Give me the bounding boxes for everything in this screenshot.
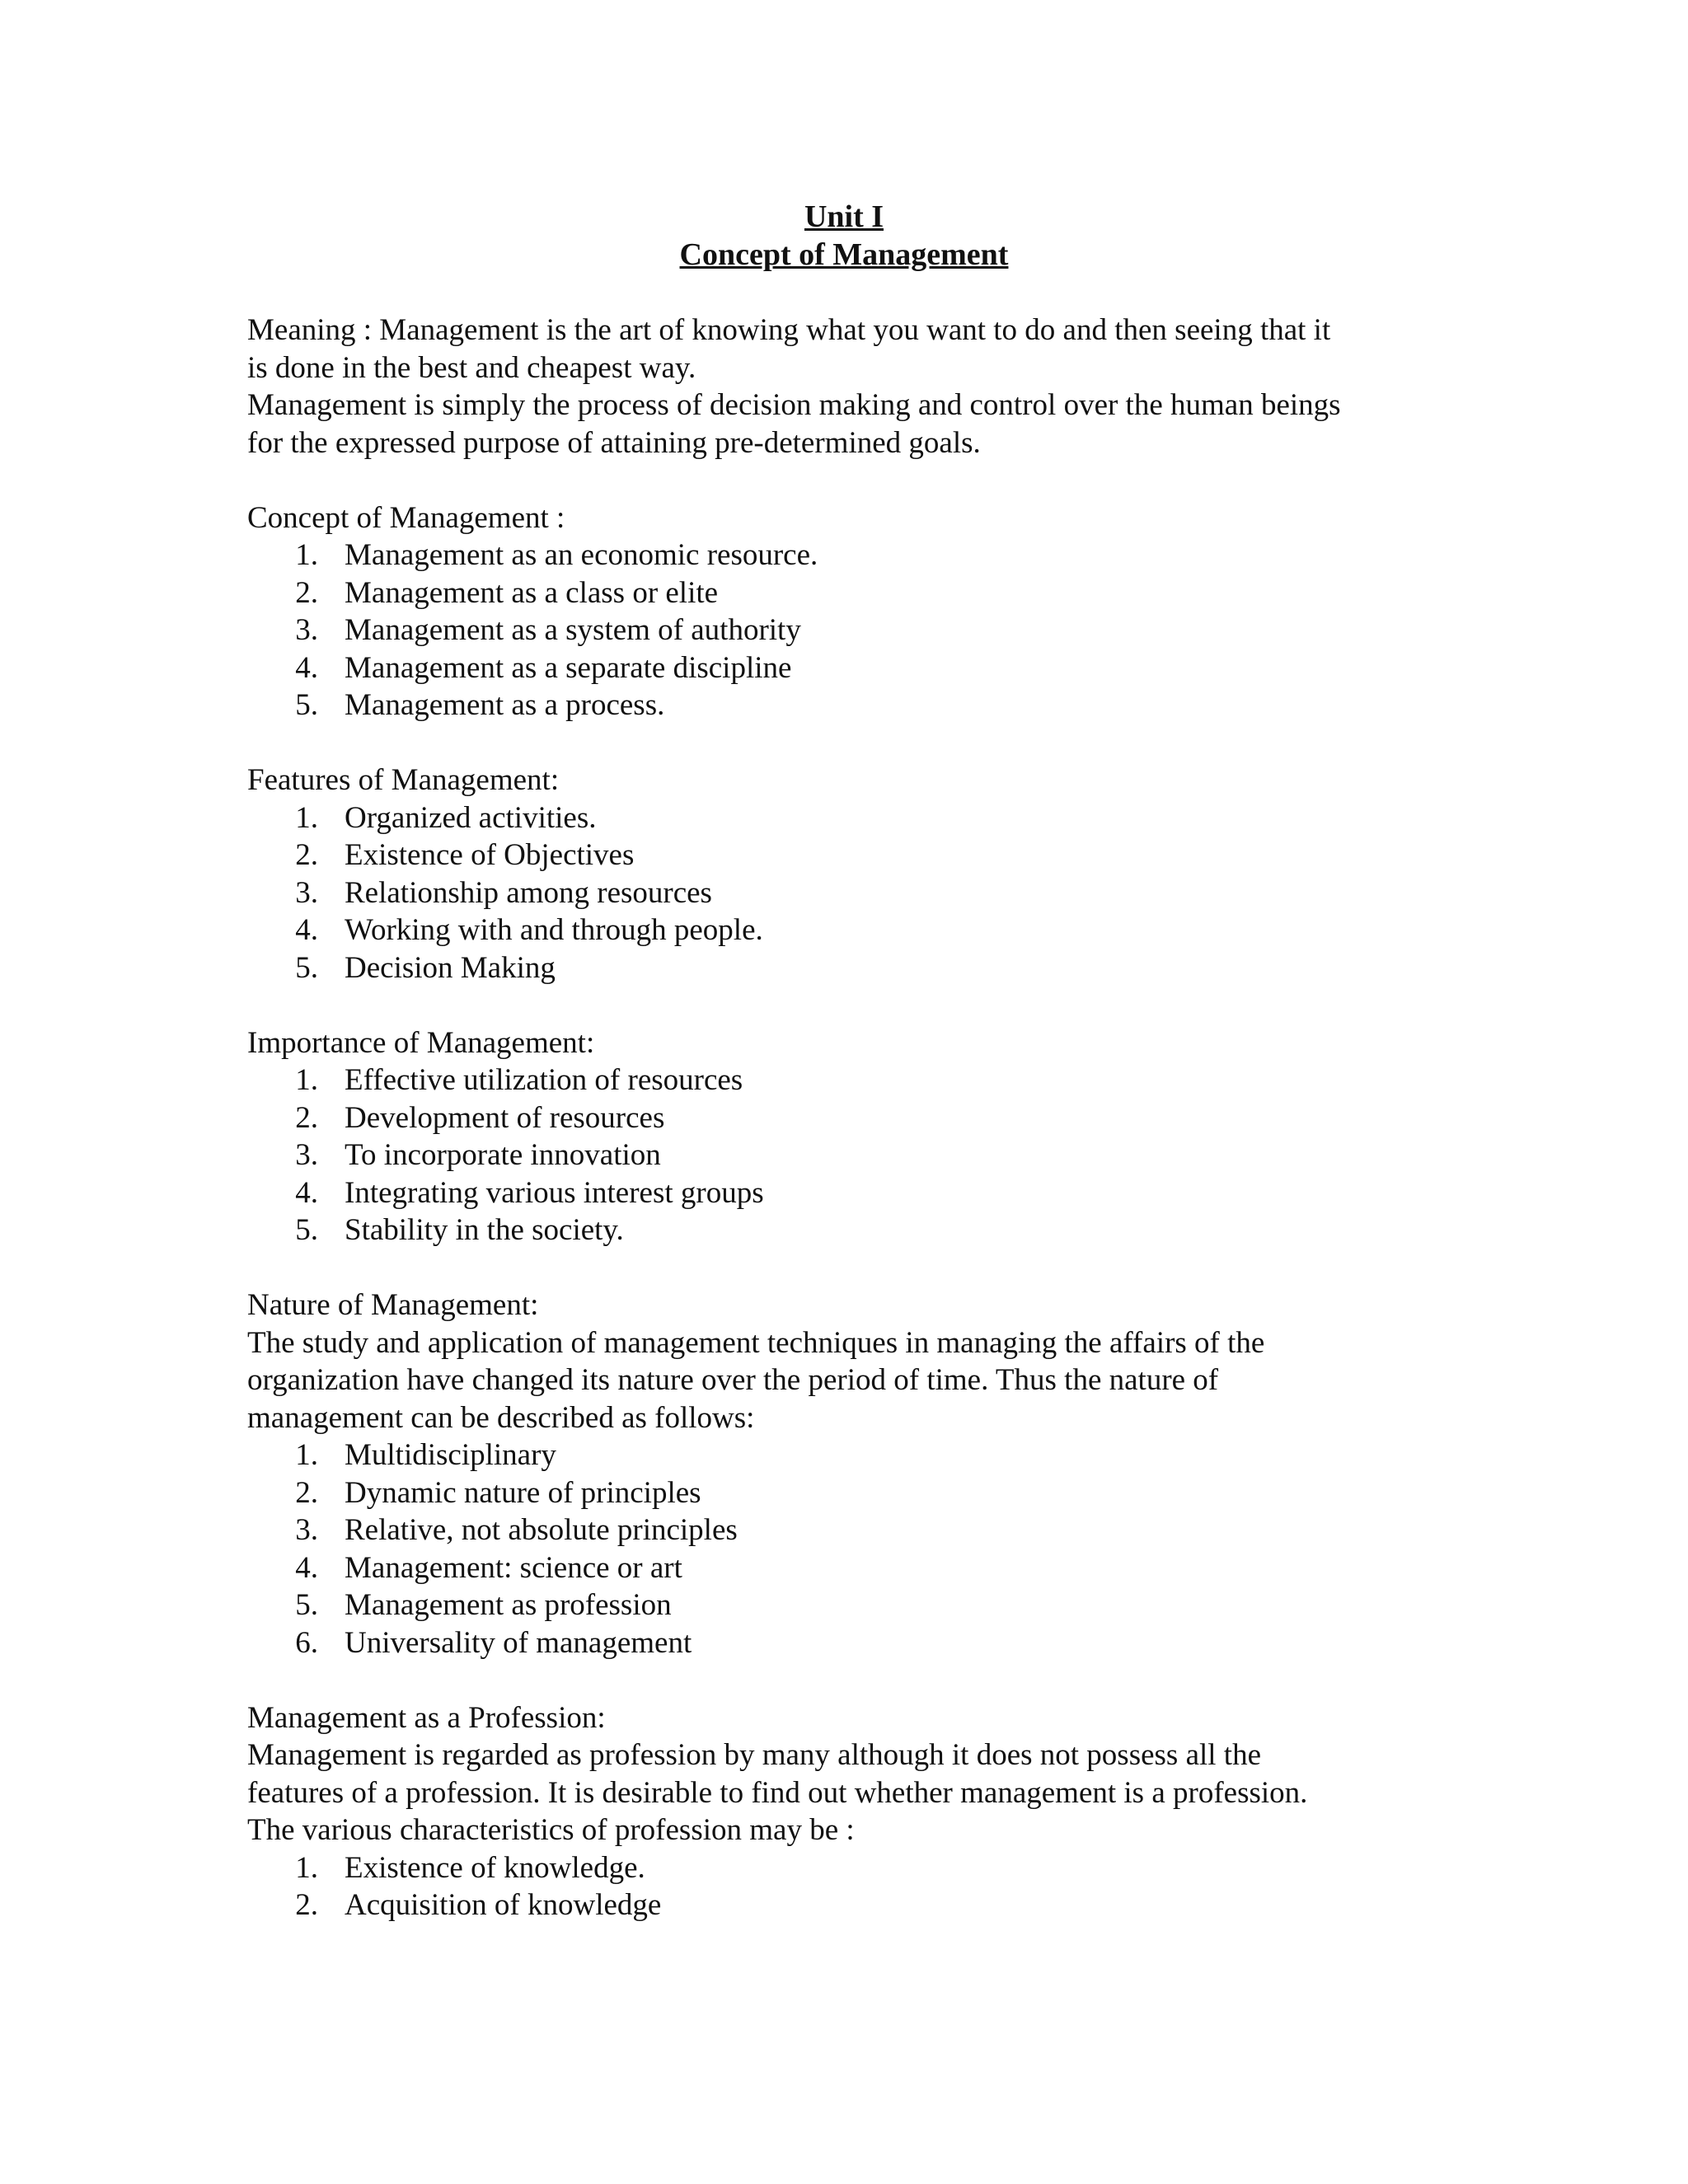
list-item: 6. Universality of management [295,1625,692,1660]
nature-line-2: organization have changed its nature over the period of time. Thus the nature of [247,1363,1219,1397]
list-item: 2. Development of resources [295,1100,665,1135]
concept-heading: Concept of Management : [247,500,565,535]
list-item: 5. Decision Making [295,950,556,985]
features-section [247,762,1451,987]
list-item: 1. Management as an economic resource. [295,538,818,572]
profession-section [247,1699,1451,1924]
concept-section [247,499,1451,724]
list-item: 1. Organized activities. [295,800,597,835]
nature-line-3: management can be described as follows: [247,1400,755,1435]
profession-heading: Management as a Profession: [247,1700,606,1735]
nature-section [247,1286,1451,1661]
list-item: 3. Relative, not absolute principles [295,1513,738,1547]
list-item: 2. Dynamic nature of principles [295,1475,701,1510]
features-heading: Features of Management: [247,763,560,797]
profession-line-2: features of a profession. It is desirable to find out whether management is a profession. [247,1775,1308,1810]
list-item: 2. Management as a class or elite [295,575,719,610]
list-item: 5. Management as profession [295,1588,672,1622]
list-item: 4. Management: science or art [295,1550,682,1585]
importance-list [247,1062,1451,1249]
list-item: 3. Management as a system of authority [295,613,801,647]
list-item: 1. Effective utilization of resources [295,1063,743,1097]
list-item: 5. Management as a process. [295,688,665,722]
importance-section [247,1024,1451,1249]
profession-line-3: The various characteristics of profession may be : [247,1813,855,1847]
meaning-line-3: Management is simply the process of decision making and control over the human beings [247,388,1341,422]
list-item: 4. Working with and through people. [295,913,763,947]
list-item: 5. Stability in the society. [295,1213,624,1247]
list-item: 4. Integrating various interest groups [295,1175,764,1210]
list-item: 2. Acquisition of knowledge [295,1888,662,1922]
features-list [247,799,1451,987]
importance-heading: Importance of Management: [247,1025,595,1060]
list-item: 1. Existence of knowledge. [295,1850,645,1885]
page-title: Concept of Management [679,237,1009,272]
nature-list [247,1436,1451,1661]
nature-heading: Nature of Management: [247,1288,539,1322]
list-item: 3. Relationship among resources [295,875,712,910]
profession-list [247,1849,1451,1924]
list-item: 1. Multidisciplinary [295,1438,556,1472]
document-body [247,312,1451,1924]
concept-list [247,537,1451,724]
nature-line-1: The study and application of management techniques in managing the affairs of the [247,1325,1265,1360]
meaning-line-1: Meaning : Management is the art of knowing what you want to do and then seeing that it [247,313,1331,347]
meaning-line-4: for the expressed purpose of attaining pre-determined goals. [247,425,981,460]
list-item: 3. To incorporate innovation [295,1138,661,1172]
meaning-section [247,312,1451,462]
meaning-line-2: is done in the best and cheapest way. [247,350,696,385]
profession-line-1: Management is regarded as profession by many although it does not possess all the [247,1738,1261,1772]
list-item: 2. Existence of Objectives [295,838,635,872]
unit-title: Unit I [804,199,884,234]
list-item: 4. Management as a separate discipline [295,650,792,685]
